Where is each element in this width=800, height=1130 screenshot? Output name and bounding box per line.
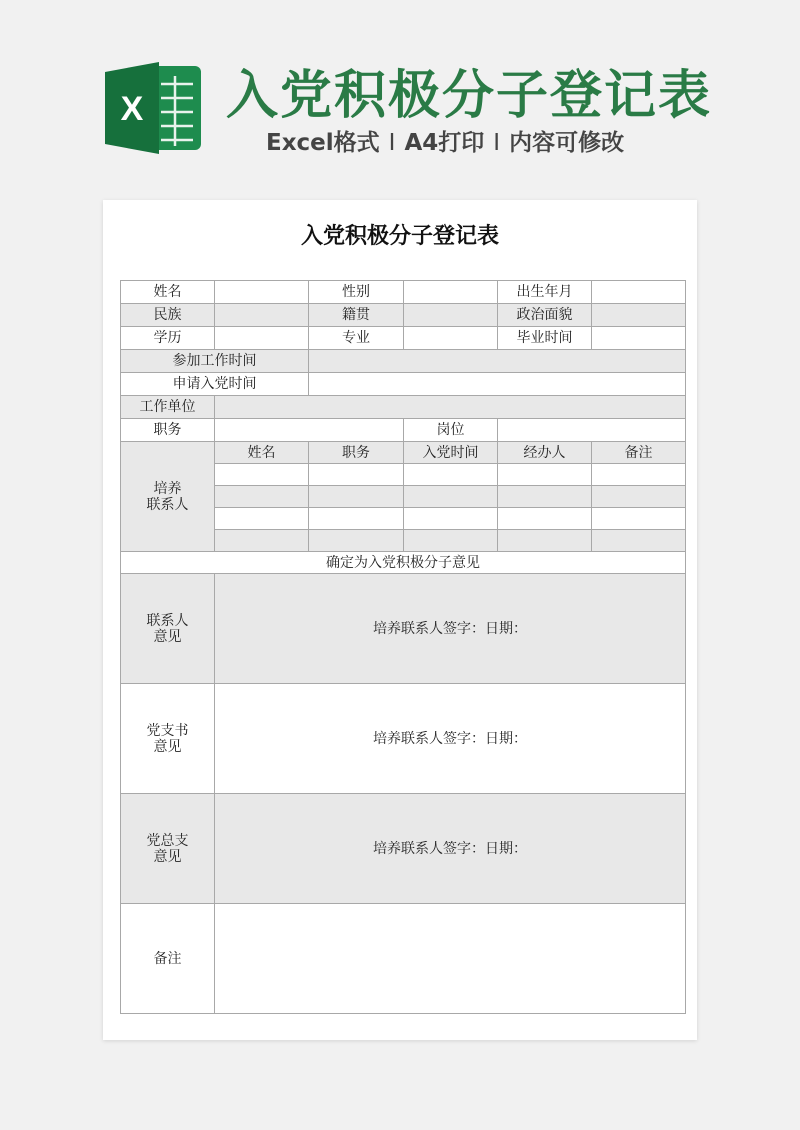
subtitle-separator: I <box>388 130 396 156</box>
contact-cell[interactable] <box>592 530 686 552</box>
banner-subtitle <box>266 127 624 159</box>
form-paper <box>103 200 697 1040</box>
field-contact-opinion[interactable] <box>215 574 686 684</box>
label-political-status: 政治面貌 <box>498 304 592 327</box>
table-row <box>121 304 686 327</box>
contact-cell[interactable] <box>498 486 592 508</box>
table-row <box>121 419 686 442</box>
field-name[interactable] <box>215 281 309 304</box>
contact-cell[interactable] <box>592 464 686 486</box>
opinion-label-line1: 党支书 <box>146 722 189 739</box>
table-row <box>121 281 686 304</box>
label-graduation-time: 毕业时间 <box>498 327 592 350</box>
table-row <box>121 327 686 350</box>
field-remarks[interactable] <box>215 904 686 1014</box>
contact-cell[interactable] <box>498 508 592 530</box>
contact-cell[interactable] <box>404 464 498 486</box>
label-name: 姓名 <box>121 281 215 304</box>
opinion-section-title: 确定为入党积极分子意见 <box>121 552 686 574</box>
contact-cell[interactable] <box>309 464 404 486</box>
field-application-time[interactable] <box>309 373 686 396</box>
header-contact-duty: 职务 <box>309 442 404 464</box>
label-major: 专业 <box>309 327 404 350</box>
table-row <box>121 684 686 794</box>
label-ethnicity: 民族 <box>121 304 215 327</box>
field-native-place[interactable] <box>404 304 498 327</box>
banner-title: 入党积极分子登记表 <box>226 66 713 126</box>
subtitle-separator: I <box>493 130 501 156</box>
svg-text:X: X <box>120 90 144 128</box>
date-label: 日期： <box>485 620 527 637</box>
label-remarks: 备注 <box>121 904 215 1014</box>
table-row <box>121 552 686 574</box>
banner <box>0 0 800 200</box>
opinion-label-line2: 意见 <box>153 738 182 755</box>
signature-label: 培养联系人签字： <box>373 730 485 747</box>
contact-cell[interactable] <box>309 530 404 552</box>
field-graduation-time[interactable] <box>592 327 686 350</box>
header-contact-handler: 经办人 <box>498 442 592 464</box>
field-duty[interactable] <box>215 419 404 442</box>
label-work-start-time: 参加工作时间 <box>121 350 309 373</box>
table-row <box>121 442 686 464</box>
contact-cell[interactable] <box>215 486 309 508</box>
table-row <box>121 373 686 396</box>
field-post[interactable] <box>498 419 686 442</box>
contact-cell[interactable] <box>404 486 498 508</box>
training-contact-line2: 联系人 <box>146 496 189 513</box>
label-native-place: 籍贯 <box>309 304 404 327</box>
field-political-status[interactable] <box>592 304 686 327</box>
label-birth: 出生年月 <box>498 281 592 304</box>
opinion-label-line2: 意见 <box>153 628 182 645</box>
contact-cell[interactable] <box>592 508 686 530</box>
field-education[interactable] <box>215 327 309 350</box>
label-post: 岗位 <box>404 419 498 442</box>
header-contact-remarks: 备注 <box>592 442 686 464</box>
date-label: 日期： <box>485 730 527 747</box>
header-contact-name: 姓名 <box>215 442 309 464</box>
subtitle-editable: 内容可修改 <box>509 130 625 156</box>
label-gender: 性别 <box>309 281 404 304</box>
table-row <box>121 350 686 373</box>
label-branch-secretary-opinion <box>121 684 215 794</box>
table-row <box>121 794 686 904</box>
label-general-branch-opinion <box>121 794 215 904</box>
label-training-contact <box>121 442 215 552</box>
contact-cell[interactable] <box>215 530 309 552</box>
field-work-start-time[interactable] <box>309 350 686 373</box>
field-work-unit[interactable] <box>215 396 686 419</box>
contact-cell[interactable] <box>215 508 309 530</box>
contact-cell[interactable] <box>404 530 498 552</box>
field-ethnicity[interactable] <box>215 304 309 327</box>
signature-label: 培养联系人签字： <box>373 620 485 637</box>
subtitle-format: Excel格式 <box>266 130 380 156</box>
registration-form-table <box>120 280 686 1014</box>
table-row <box>121 396 686 419</box>
label-application-time: 申请入党时间 <box>121 373 309 396</box>
contact-cell[interactable] <box>404 508 498 530</box>
label-education: 学历 <box>121 327 215 350</box>
subtitle-print: A4打印 <box>404 130 485 156</box>
label-duty: 职务 <box>121 419 215 442</box>
label-work-unit: 工作单位 <box>121 396 215 419</box>
opinion-label-line1: 联系人 <box>146 612 189 629</box>
contact-cell[interactable] <box>498 530 592 552</box>
label-contact-opinion <box>121 574 215 684</box>
field-major[interactable] <box>404 327 498 350</box>
opinion-label-line2: 意见 <box>153 848 182 865</box>
training-contact-line1: 培养 <box>153 480 182 497</box>
signature-label: 培养联系人签字： <box>373 840 485 857</box>
field-branch-secretary-opinion[interactable] <box>215 684 686 794</box>
table-row <box>121 574 686 684</box>
contact-cell[interactable] <box>592 486 686 508</box>
field-gender[interactable] <box>404 281 498 304</box>
field-birth[interactable] <box>592 281 686 304</box>
excel-logo-icon <box>103 62 203 154</box>
date-label: 日期： <box>485 840 527 857</box>
contact-cell[interactable] <box>309 508 404 530</box>
contact-cell[interactable] <box>309 486 404 508</box>
document-title: 入党积极分子登记表 <box>300 224 499 249</box>
contact-cell[interactable] <box>215 464 309 486</box>
contact-cell[interactable] <box>498 464 592 486</box>
header-contact-join-time: 入党时间 <box>404 442 498 464</box>
field-general-branch-opinion[interactable] <box>215 794 686 904</box>
opinion-label-line1: 党总支 <box>146 832 189 849</box>
table-row <box>121 904 686 1014</box>
